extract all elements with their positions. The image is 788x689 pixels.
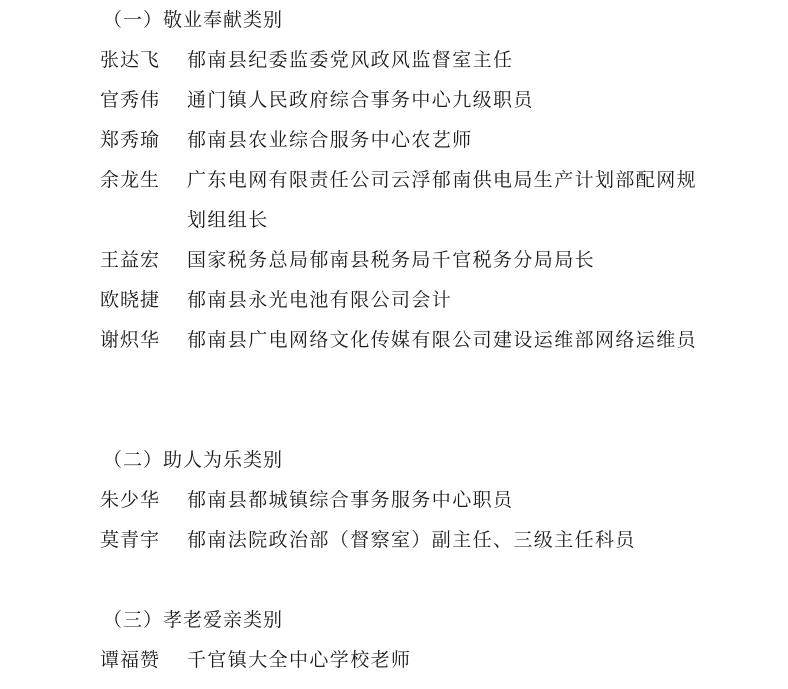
person-title: 千官镇大全中心学校老师	[187, 649, 412, 671]
person-name: 张达飞	[100, 49, 161, 71]
section-title-helping-others: （二）助人为乐类别	[103, 449, 284, 471]
person-name: 郑秀瑜	[100, 129, 161, 151]
person-name: 谭福赞	[100, 649, 161, 671]
person-name: 余龙生	[100, 169, 161, 191]
person-name: 莫青宇	[100, 529, 161, 551]
person-title: 郁南县永光电池有限公司会计	[187, 289, 453, 311]
person-title: 郁南县都城镇综合事务服务中心职员	[187, 489, 514, 511]
section-title-dedication: （一）敬业奉献类别	[103, 9, 284, 31]
person-name: 朱少华	[100, 489, 161, 511]
person-name: 欧晓捷	[100, 289, 161, 311]
person-title: 郁南县广电网络文化传媒有限公司建设运维部网络运维员	[187, 329, 698, 351]
person-name: 官秀伟	[100, 89, 161, 111]
person-title: 郁南县纪委监委党风政风监督室主任	[187, 49, 514, 71]
person-name: 王益宏	[100, 249, 161, 271]
person-title: 广东电网有限责任公司云浮郁南供电局生产计划部配网规划组组长	[187, 169, 698, 231]
person-title: 通门镇人民政府综合事务中心九级职员	[187, 89, 534, 111]
person-title: 郁南县农业综合服务中心农艺师	[187, 129, 473, 151]
person-title: 国家税务总局郁南县税务局千官税务分局局长	[187, 249, 596, 271]
person-name: 谢炽华	[100, 329, 161, 351]
person-title: 郁南法院政治部（督察室）副主任、三级主任科员	[187, 529, 636, 551]
section-title-filial-piety: （三）孝老爱亲类别	[103, 609, 284, 631]
